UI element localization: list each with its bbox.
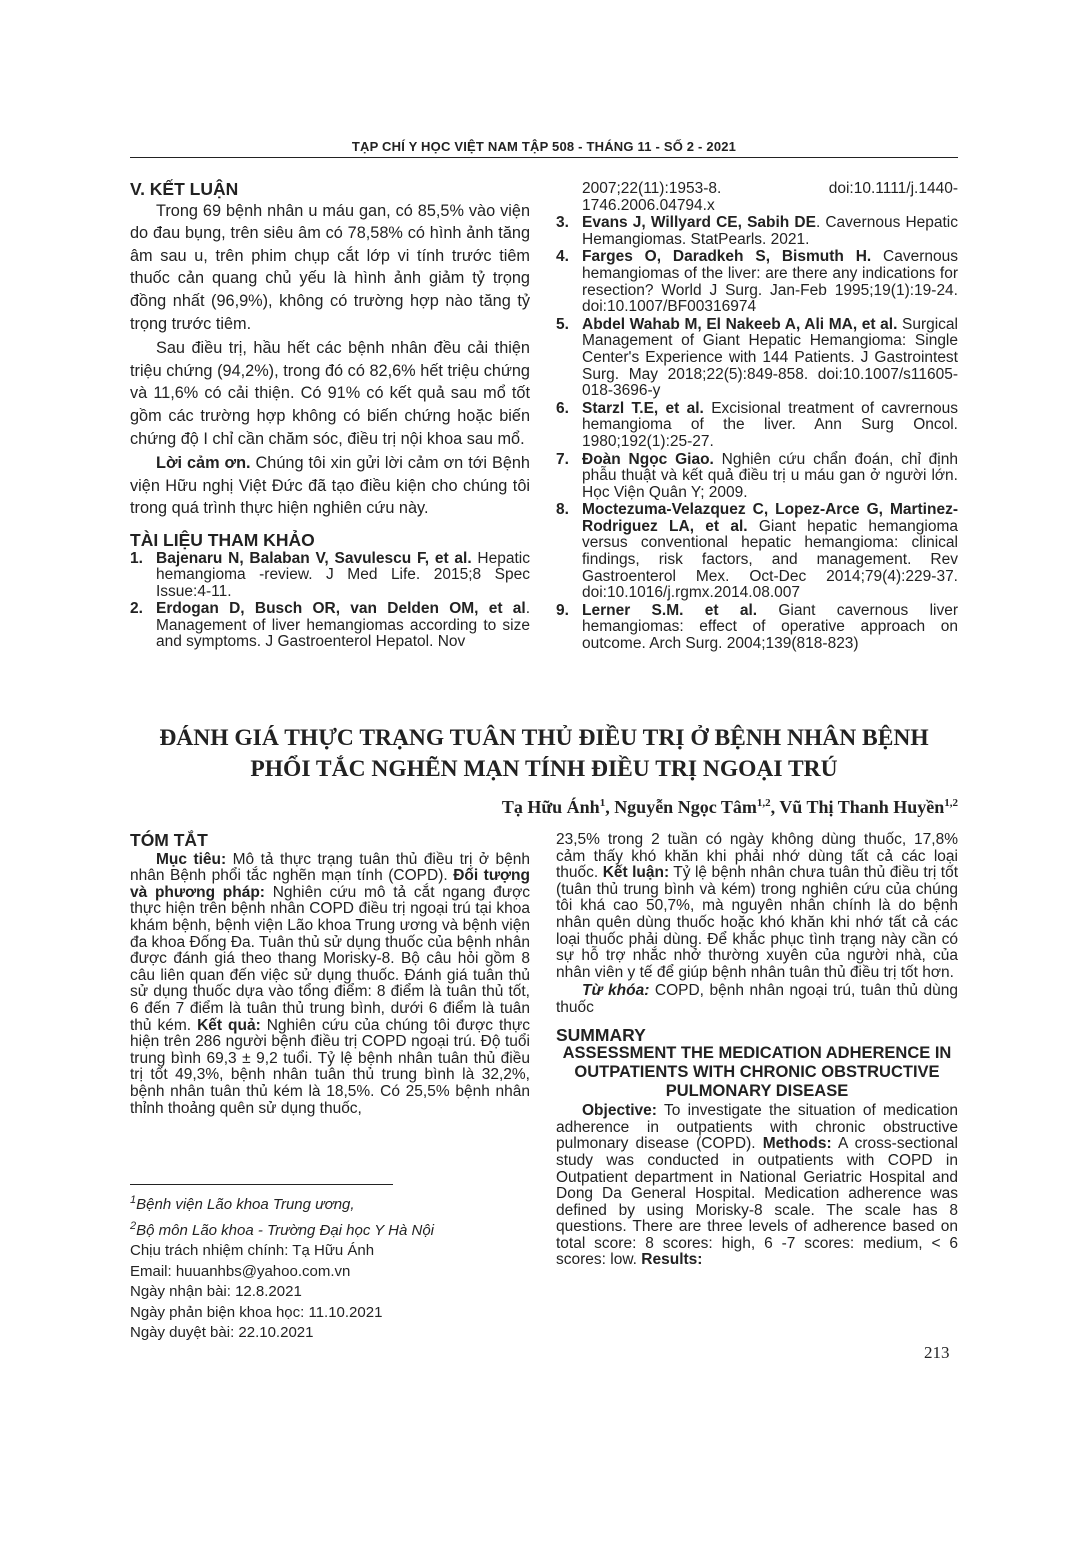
author-name: Vũ Thị Thanh Huyền [779, 797, 945, 817]
article-title-line: ĐÁNH GIÁ THỰC TRẠNG TUÂN THỦ ĐIỀU TRỊ Ở BỆNH NHÂN BỆNH [159, 725, 929, 751]
reference-authors: Evans J, Willyard CE, Sabih DE [582, 214, 816, 232]
author-name: Tạ Hữu Ánh [501, 797, 600, 817]
article-title-line: PHỔI TẮC NGHẼN MẠN TÍNH ĐIỀU TRỊ NGOẠI TRÚ [250, 756, 838, 782]
abstract-continuation: 23,5% trong 2 tuần có ngày không dùng thuốc, 17,8% cảm thấy khó khăn khi phải nhớ dùng tất cả các loại thuốc. Kết luận: Tỷ lệ bệnh nhân chưa tuân thủ điều trị tốt (tuân thủ trung bình và kém) trong nghiên cứu của chúng tôi khá cao 50,7%, mà nguyên nhân chính là do bệnh nhân quên dùng thuốc hoặc khó khăn khi nhớ tất cả các loại thuốc phải dùng. Để khắc phục tình trạng này cần có sự hỗ trợ nhắc nhở thường xuyên của người nhà, của nhân viên y tế để giúp bệnh nhân tuân thủ điều trị tốt hơn. [556, 831, 959, 981]
reference-item: 6. Starzl T.E, et al. Excisional treatment of cavrernous hemangioma of the liver. Ann Surg Oncol. 1980;192(1):25-27. [556, 399, 958, 450]
reference-text: Excisional treatment of cavrernous hemangioma of the liver. Ann Surg Oncol. 1980;192(1):25-27. [582, 399, 958, 450]
page-number: 213 [924, 1343, 950, 1362]
summary-column [556, 832, 958, 1271]
reference-item: 3. Evans J, Willyard CE, Sabih DE. Cavernous Hepatic Hemangiomas. StatPearls. 2021. [556, 214, 958, 248]
methods-label: Đối tượng và phương pháp: [130, 867, 530, 901]
header-rule [130, 157, 958, 158]
reference-text: Cavernous hemangiomas of the liver: are there any indications for resection? World J Surg. Jan-Feb 1995;19(1):19-24. doi:10.1007/BF00316974 [582, 248, 959, 316]
affiliation-2: $^2$Bộ môn Lão khoa - Trường Đại học Y Hà Nội [130, 1219, 435, 1239]
author-name: Nguyễn Ngọc Tâm [614, 797, 757, 817]
right-column-top [556, 181, 958, 654]
reference-text: Surgical Management of Giant Hepatic Hemangioma: Single Center's Experience with 144 Patients. J Gastrointest Surg. May 2018;22(5):849-858. doi:10.1007/s11605-018-3696-y [582, 315, 958, 400]
methods-label: Methods: [762, 1135, 832, 1153]
keywords: Từ khóa: COPD, bệnh nhân ngoại trú, tuân thủ dùng thuốc [556, 982, 958, 1016]
conclusion-paragraph-2: Sau điều trị, hầu hết các bệnh nhân đều cải thiện triệu chứng (94,2%), trong đó có 82,6% hết triệu chứng và 11,6% có cải thiện. Có 91% có kết quả sau mổ tốt gồm các trường hợp không có biến chứng hoặc biến chứng độ I chỉ cần chăm sóc, điều trị nội khoa sau mổ. [130, 339, 530, 448]
reference-authors: Abdel Wahab M, El Nakeeb A, Ali MA, et al. [582, 315, 898, 333]
reviewed-date: Ngày phản biện khoa học: 11.10.2021 [130, 1303, 383, 1321]
received-date: Ngày nhận bài: 12.8.2021 [130, 1283, 302, 1300]
reference-authors: Moctezuma-Velazquez C, Lopez-Arce G, Martinez-Rodriguez LA, et al. [582, 501, 958, 535]
reference-authors: Starzl T.E, et al. [582, 399, 704, 417]
abstract-column [130, 832, 530, 1119]
reference-item: 4. Farges O, Daradkeh S, Bismuth H. Cavernous hemangiomas of the liver: are there any indications for resection? World J Surg. Jan-Feb 1995;19(1):19-24. doi:10.1007/BF00316974 [556, 248, 959, 316]
footnote-rule [130, 1184, 393, 1185]
acknowledgement-text: Chúng tôi xin gửi lời cảm ơn tới Bệnh viện Hữu nghị Việt Đức đã tạo điều kiện cho chúng tôi trong quá trình thực hiện nghiên cứu này. [130, 454, 530, 518]
reference-item: 1. Bajenaru N, Balaban V, Savulescu F, et al. Hepatic hemangioma -review. J Med Life. 2015;8 Spec Issue:4-11. [130, 549, 530, 600]
keywords-label: Từ khóa: [582, 982, 650, 1000]
author-affiliation: 1,2 [756, 797, 771, 809]
article-title [130, 723, 958, 785]
conclusion-paragraph-1: Trong 69 bệnh nhân u máu gan, có 85,5% vào viện do đau bụng, trên siêu âm có 78,58% có hình ảnh tăng âm sau u, trên phim chụp cắt lớp vi tính trước tiêm thuốc cản quang chủ yếu là hình ảnh giảm tỷ trọng đồng nhất (96,9%), không có trường hợp nào tăng tỷ trọng trước tiêm. [130, 201, 530, 333]
results-label: Results: [641, 1251, 703, 1269]
summary-body: Objective: To investigate the situation of medication adherence in outpatients with chronic obstructive pulmonary disease (COPD). Methods: A cross-sectional study was conducted in outpatients with COPD in Outpatient department in National Geriatric Hospital and Dong Da General Hospital. Medication adherence was defined by using Morisky-8 scale. The scale has 8 questions. There are three levels of adherence based on total score: 8 scores: high, 6 -7 scores: medium, < 6 scores: low. Results: [556, 1102, 958, 1269]
corresponding-author: Chịu trách nhiệm chính: Tạ Hữu Ánh [130, 1242, 375, 1259]
reference-authors: Farges O, Daradkeh S, Bismuth H. [582, 248, 872, 266]
reference-text: Hepatic hemangioma -review. J Med Life. 2015;8 Spec Issue:4-11. [156, 549, 530, 600]
results-label: Kết quả: [197, 1016, 261, 1034]
objective-label: Objective: [582, 1102, 657, 1120]
reference-text: Giant hepatic hemangioma versus conventional hepatic hemangioma: clinical findings, risk factors, and management. Rev Gastroenterol Mex. Oct-Dec 2014;79(4):229-37. doi:10.1016/j.rgmx.2014.08.007 [582, 517, 958, 602]
reference-authors: Lerner S.M. et al. [582, 601, 758, 619]
reference-authors: Erdogan D, Busch OR, van Delden OM, et al [156, 600, 526, 618]
reference-item: 5. Abdel Wahab M, El Nakeeb A, Ali MA, et al. Surgical Management of Giant Hepatic Hemangioma: Single Center's Experience with 144 Patients. J Gastrointest Surg. May 2018;22(5):849-858. doi:10.1007/s11605-018-3696-y [556, 315, 958, 400]
references-heading: TÀI LIỆU THAM KHẢO [130, 529, 315, 550]
reference-authors: Bajenaru N, Balaban V, Savulescu F, et al. [156, 549, 472, 567]
reference-text: Nghiên cứu chẩn đoán, chỉ định phẫu thuật và kết quả điều trị u máu gan ở người lớn. Học Viện Quân Y; 2009. [582, 450, 958, 501]
reference-text: . Cavernous Hepatic Hemangiomas. StatPearls. 2021. [582, 214, 958, 248]
journal-header: TẠP CHÍ Y HỌC VIỆT NAM TẬP 508 - THÁNG 11 - SỐ 2 - 2021 [351, 139, 737, 154]
left-column-top [130, 181, 530, 652]
reference-continuation: 2007;22(11):1953-8. doi:10.1111/j.1440-1746.2006.04794.x [582, 180, 958, 214]
summary-title: ASSESSMENT THE MEDICATION ADHERENCE IN OUTPATIENTS WITH CHRONIC OBSTRUCTIVE PULMONARY DISEASE [562, 1044, 952, 1101]
abstract-body: Mục tiêu: Mô tả thực trạng tuân thủ điều trị ở bệnh nhân Bệnh phổi tắc nghẽn mạn tính (COPD). Đối tượng và phương pháp: Nghiên cứu mô tả cắt ngang được thực hiện trên bệnh nhân COPD điều trị ngoại trú tại khoa khám bệnh, bệnh viện Lão khoa Trung ương và bệnh viện đa khoa Đống Đa. Tuân thủ sử dụng thuốc của bệnh nhân được đánh giá theo thang Morisky-8. Bộ câu hỏi gồm 8 câu liên quan đến việc sử dụng thuốc. Đánh giá tuân thủ sử dụng thuốc dựa vào tổng điểm: 8 điểm là tuân thủ tốt, 6 đến 7 điểm là tuân thủ trung bình, dưới 6 điểm là tuân thủ kém. Kết quả: Nghiên cứu của chúng tôi được thực hiện trên 286 người bệnh điều trị COPD ngoại trú. Độ tuổi trung bình 69,3 ± 9,2 tuổi. Tỷ lệ bệnh nhân tuân thủ điều trị tốt 49,3%, bệnh nhân tuân thủ trung bình là 32,2%, bệnh nhân tuân thủ kém là 18,5%. Có 25,5% bệnh nhân thỉnh thoảng quên sử dụng thuốc, [130, 850, 531, 1117]
email: Email: huuanhbs@yahoo.com.vn [130, 1262, 351, 1280]
author-affiliation: 1 [599, 797, 606, 809]
reference-item: 8. Moctezuma-Velazquez C, Lopez-Arce G, Martinez-Rodriguez LA, et al. Giant hepatic hemangioma versus conventional hepatic hemangioma: clinical findings, risk factors, and management. Rev Gastroenterol Mex. Oct-Dec 2014;79(4):229-37. doi:10.1016/j.rgmx.2014.08.007 [556, 501, 958, 602]
accepted-date: Ngày duyệt bài: 22.10.2021 [130, 1324, 314, 1341]
footnotes [130, 1190, 530, 1344]
reference-item: 7. Đoàn Ngọc Giao. Nghiên cứu chẩn đoán, chỉ định phẫu thuật và kết quả điều trị u máu gan ở người lớn. Học Viện Quân Y; 2009. [556, 450, 958, 501]
acknowledgement-label: Lời cảm ơn. [156, 454, 251, 473]
acknowledgement [130, 452, 530, 520]
reference-item: 9. Lerner S.M. et al. Giant cavernous liver hemangiomas: effect of operative approach on outcome. Arch Surg. 2004;139(818-823) [556, 601, 958, 653]
abstract-heading: TÓM TẮT [130, 830, 208, 850]
objective-label: Mục tiêu: [156, 850, 227, 868]
author-affiliation: 1,2 [944, 797, 958, 809]
reference-text: Giant cavernous liver hemangiomas: effect of operative approach on outcome. Arch Surg. 2004;139(818-823) [582, 601, 958, 653]
reference-item: 2. Erdogan D, Busch OR, van Delden OM, et al. Management of liver hemangiomas according to size and symptoms. J Gastroenterol Hepatol. Nov [130, 600, 530, 651]
reference-authors: Đoàn Ngọc Giao. [582, 450, 714, 468]
reference-text: . Management of liver hemangiomas according to size and symptoms. J Gastroenterol Hepatol. Nov [156, 600, 530, 651]
conclusion-heading: V. KẾT LUẬN [130, 179, 239, 199]
affiliation-1: $^1$Bệnh viện Lão khoa Trung ương, [130, 1194, 355, 1213]
author-list: Tạ Hữu Ánh$^1$, Nguyễn Ngọc Tâm$^{1,2}$, Vũ Thị Thanh Huyền$^{1,2}$ [501, 797, 958, 817]
conclusion-label: Kết luận: [602, 864, 670, 882]
summary-heading: SUMMARY [556, 1024, 646, 1045]
